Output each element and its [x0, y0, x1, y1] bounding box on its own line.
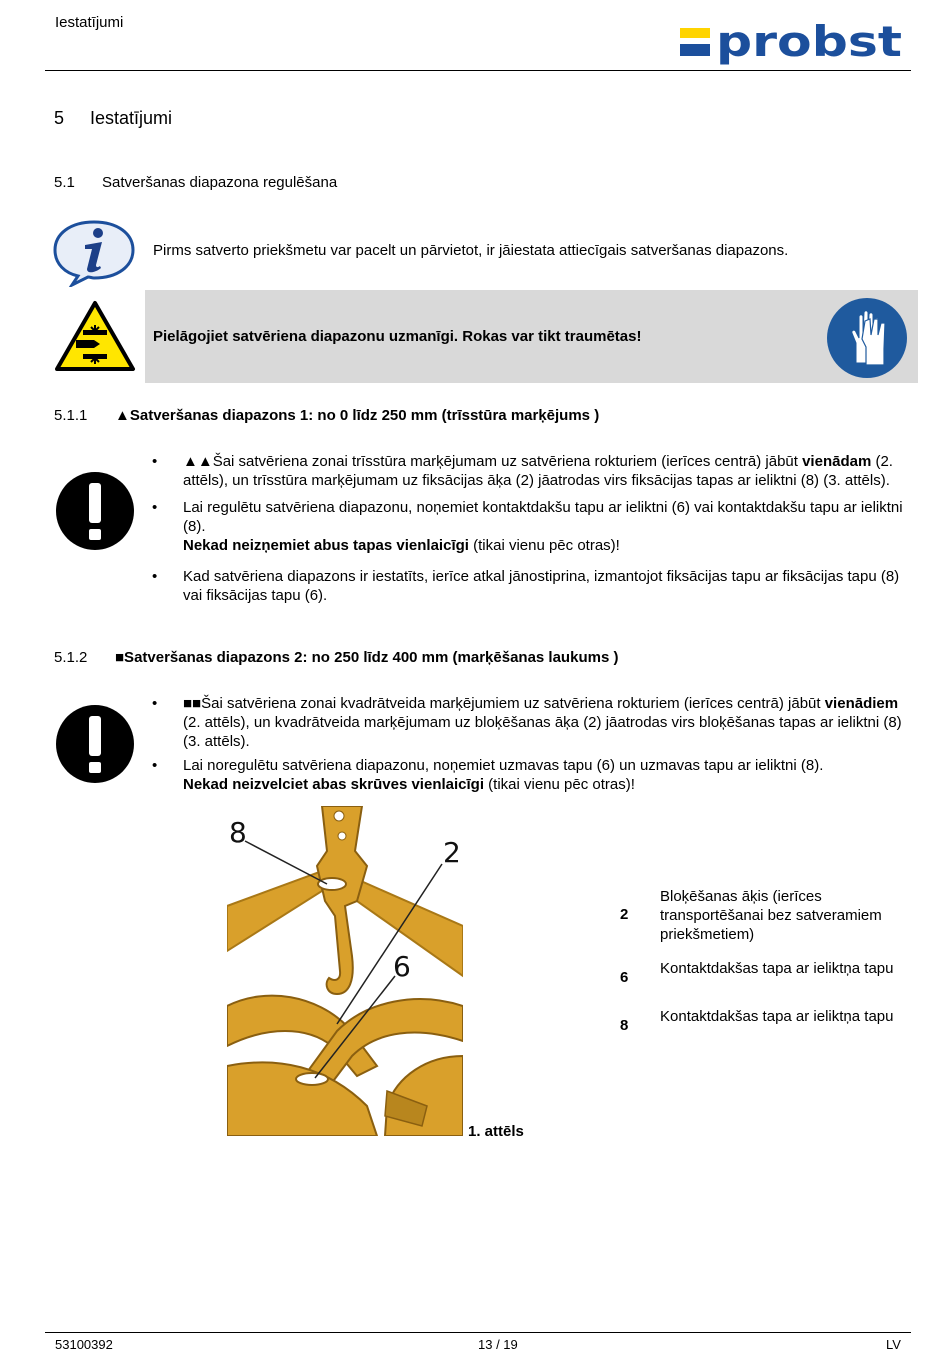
subsection-2-list — [150, 694, 905, 802]
subsection-1-title: ▲Satveršanas diapazons 1: no 0 līdz 250 mm (trīsstūra marķējums ) — [115, 407, 600, 424]
probst-logo — [680, 20, 905, 66]
header-title: Iestatījumi — [55, 14, 124, 31]
list-item: • Kad satvēriena diapazons ir iestatīts, ierīce atkal jānostiprina, izmantojot fiksācijas tapu ar fiksācijas tapu (8) vai fiksācijas tapu (6). — [150, 567, 905, 605]
subsection-1-heading — [54, 407, 599, 424]
figure-callout-6: 6 — [393, 950, 411, 983]
wear-gloves-icon — [826, 297, 908, 379]
legend-number: 6 — [620, 969, 629, 986]
list-item: • ▲▲Šai satvēriena zonai trīsstūra marķējumam uz satvēriena rokturiem (ierīces centrā) jābūt vienādam (2. attēls), un trīsstūra marķējumam uz fiksācijas āķa (2) jāatrodas virs fiksācijas tapas ar ieliktni (8) (3. attēls). — [150, 452, 905, 490]
figure-caption: 1. attēls — [468, 1123, 524, 1140]
legend-text: Kontaktdakšas tapa ar ieliktņa tapu — [660, 960, 894, 977]
list-item: • ■■Šai satvēriena zonai kvadrātveida marķējumiem uz satvēriena rokturiem (ierīces centrā) jābūt vienādiem (2. attēls), un kvadrātveida marķējumam uz bloķēšanas āķa (2) jāatrodas virs bloķēšanas tapas ar ieliktni (8) (3. attēls). — [150, 694, 905, 751]
info-note-text: Pirms satverto priekšmetu var pacelt un pārvietot, ir jāiestata attiecīgais satveršanas diapazons. — [153, 242, 789, 259]
section-title: Iestatījumi — [90, 108, 173, 128]
subsection-2-heading — [54, 649, 618, 666]
subsection-1-list — [150, 452, 905, 613]
list-item: • Lai noregulētu satvēriena diapazonu, noņemiet uzmavas tapu (6) un uzmavas tapu ar ieliktni (8). Nekad neizvelciet abas skrūves vienlaicīgi (tikai vienu pēc otras)! — [150, 756, 905, 794]
subsection-title: Satveršanas diapazona regulēšana — [102, 174, 338, 191]
section-number: 5 — [54, 108, 65, 128]
figure-callout-2: 2 — [443, 836, 461, 869]
subsection-heading — [54, 174, 337, 191]
header-divider — [45, 70, 911, 71]
subsection-2-number: 5.1.2 — [54, 649, 88, 666]
footer-page-number: 13 / 19 — [478, 1337, 518, 1352]
crush-hazard-warning-icon — [54, 300, 136, 372]
logo-text: probst — [716, 20, 902, 66]
list-item: • Lai regulētu satvēriena diapazonu, noņemiet kontaktdakšu tapu ar ieliktni (6) vai kontaktdakšu tapu ar ieliktni (8). Nekad neizņemiet abus tapas vienlaicīgi (tikai vienu pēc otras)! — [150, 498, 905, 555]
subsection-1-number: 5.1.1 — [54, 407, 88, 424]
figure-callout-8: 8 — [229, 816, 247, 849]
legend-number: 2 — [620, 906, 629, 923]
warning-note-text: Pielāgojiet satvēriena diapazonu uzmanīgi. Rokas var tikt traumētas! — [153, 328, 642, 345]
subsection-number: 5.1 — [54, 174, 75, 191]
legend-text: Kontaktdakšas tapa ar ieliktņa tapu — [660, 1008, 894, 1025]
legend-number: 8 — [620, 1017, 629, 1034]
footer-language: LV — [886, 1337, 901, 1352]
mandatory-exclamation-icon — [55, 471, 135, 551]
footer-divider — [45, 1332, 911, 1333]
mandatory-exclamation-icon — [55, 704, 135, 784]
footer-doc-number: 53100392 — [55, 1337, 113, 1352]
info-icon — [52, 219, 136, 287]
device-photo — [227, 806, 463, 1136]
legend-text: Bloķēšanas āķis (ierīces transportēšanai bez satveramiem priekšmetiem) — [660, 888, 882, 943]
section-heading — [54, 108, 172, 129]
subsection-2-title: ■Satveršanas diapazons 2: no 250 līdz 400 mm (marķēšanas laukums ) — [115, 649, 619, 666]
